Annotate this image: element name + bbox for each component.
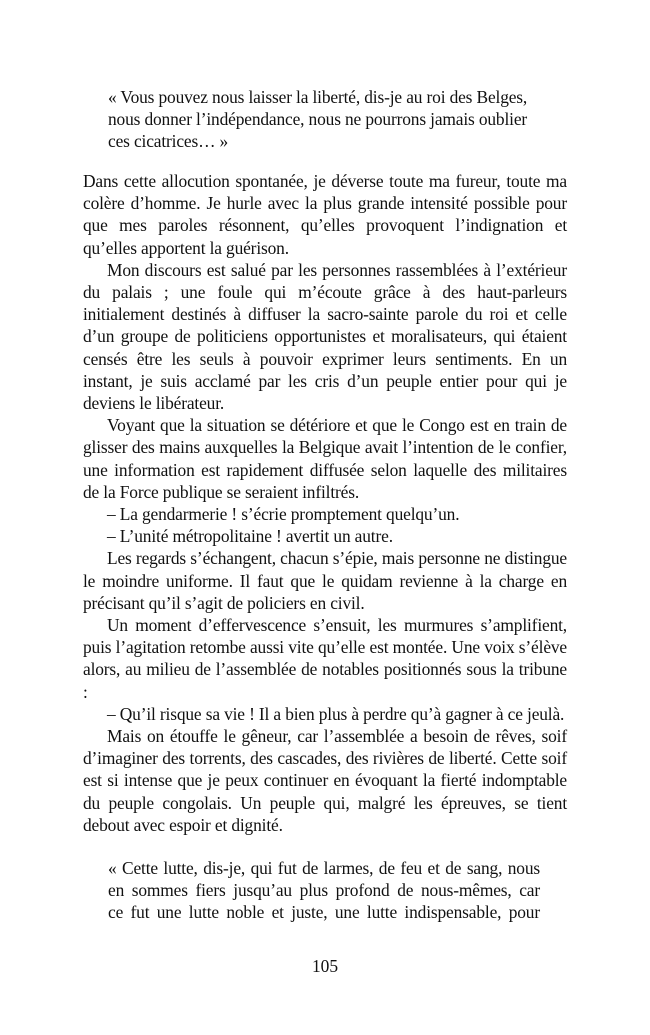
dialogue-line: – La gendarmerie ! s’écrie promptement quelqu’un. (107, 504, 460, 525)
quote-line: « Vous pouvez nous laisser la liberté, dis-je au roi des Belges, (108, 87, 528, 107)
quote-line: nous donner l’indépendance, nous ne pourrons jamais oublier (108, 109, 528, 130)
dialogue-line: – L’unité métropolitaine ! avertit un autre. (107, 526, 393, 547)
quote-line: « Cette lutte, dis-je, qui fut de larmes, de feu et de sang, nous (108, 858, 540, 878)
quote-line: en sommes fiers jusqu’au plus profond de nous-mêmes, car (108, 880, 540, 901)
paragraph: Voyant que la situation se détériore et que le Congo est en train de glisser des mains auxquelles la Belgique avait l’intention de le confier, une information est rapidement diffusée selon laquelle des militaires de la Force publique se seraient infiltrés. (83, 415, 567, 502)
quote-line: ces cicatrices… » (108, 131, 229, 152)
quote-line: ce fut une lutte noble et juste, une lutte indispensable, pour (108, 902, 540, 923)
paragraph: Les regards s’échangent, chacun s’épie, mais personne ne distingue le moindre uniforme. Il faut que le quidam revienne à la charge en précisant qu’il s’agit de policiers en civil. (83, 548, 567, 613)
body-text (83, 170, 567, 836)
closing-quote (108, 857, 540, 924)
paragraph: Dans cette allocution spontanée, je déverse toute ma fureur, toute ma colère d’homme. Je hurle avec la plus grande intensité possible pour que mes paroles résonnent, qu’elles provoquent l’indignation et qu’elles apportent la guérison. (83, 171, 567, 258)
dialogue-line: – Qu’il risque sa vie ! Il a bien plus à perdre qu’à gagner à ce jeulà. (107, 703, 565, 724)
opening-quote (108, 86, 540, 153)
paragraph: Un moment d’effervescence s’ensuit, les murmures s’amplifient, puis l’agitation retombe aussi vite qu’elle est montée. Une voix s’élève alors, au milieu de l’assemblée de notables positionnés sous la tribune : (83, 615, 567, 702)
page-number: 105 (311, 956, 339, 976)
paragraph: Mon discours est salué par les personnes rassemblées à l’extérieur du palais ; une foule qui m’écoute grâce à des haut-parleurs initialement destinés à diffuser la sacro-sainte parole du roi et celle d’un groupe de politiciens opportunistes et moralisateurs, qui étaient censés être les seuls à pouvoir exprimer leurs sentiments. En un instant, je suis acclamé par les cris d’un peuple entier pour qui je deviens le libérateur. (83, 259, 567, 414)
paragraph: Mais on étouffe le gêneur, car l’assemblée a besoin de rêves, soif d’imaginer des torrents, des cascades, des rivières de liberté. Cette soif est si intense que je peux continuer en évoquant la fierté indomptable du peuple congolais. Un peuple qui, malgré les épreuves, se tient debout avec espoir et dignité. (83, 726, 567, 835)
